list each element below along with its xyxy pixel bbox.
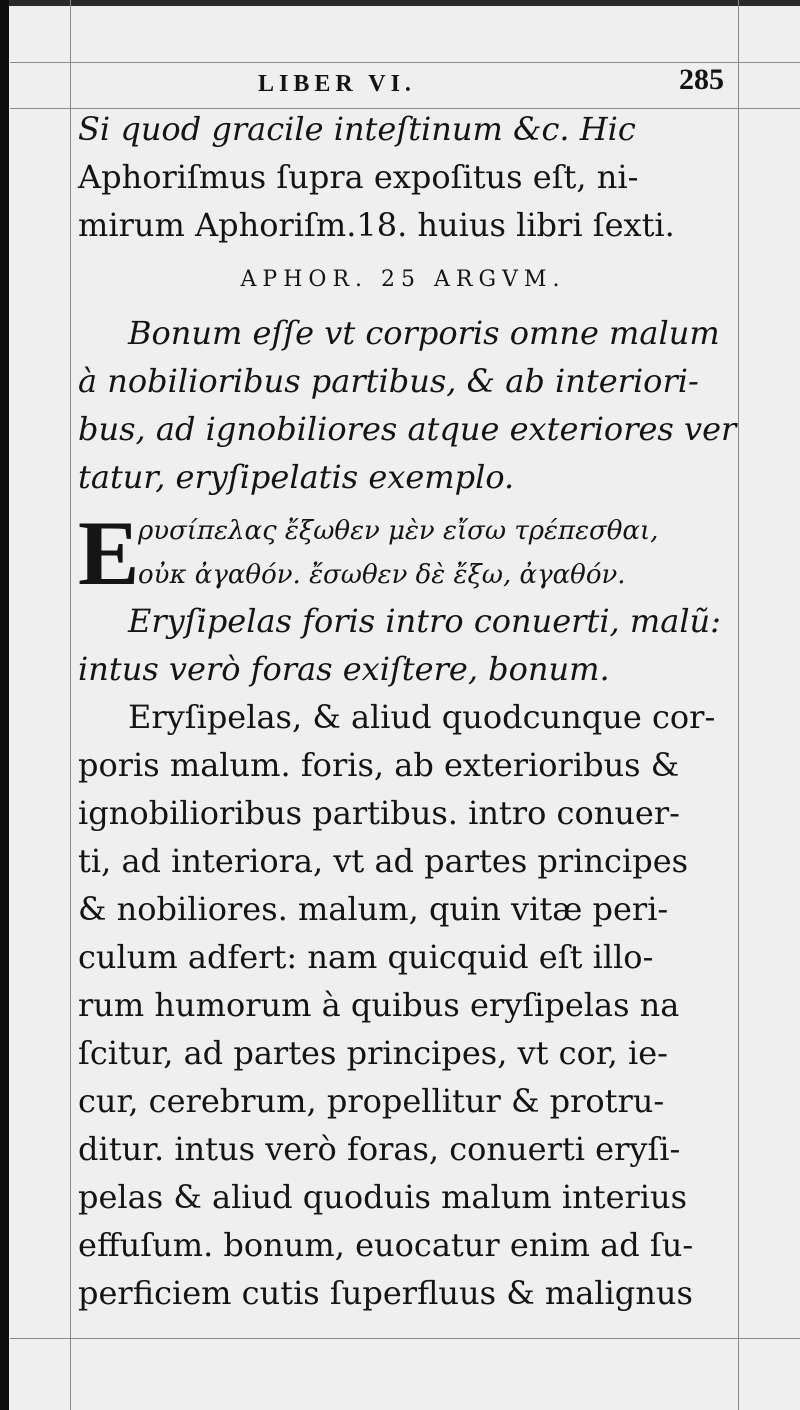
- text-line: pelas & aliud quoduis malum interius: [78, 1178, 688, 1216]
- frame-rule-bottom: [10, 1338, 800, 1339]
- greek-aphorism: [78, 502, 728, 604]
- text-line: Eryſipelas foris intro conuerti, malũ:: [128, 602, 721, 640]
- text-line: effuſum. bonum, euocatur enim ad ſu-: [78, 1226, 694, 1264]
- text-block: [78, 55, 737, 1317]
- argument-paragraph: [78, 309, 737, 501]
- latin-translation: [78, 597, 728, 693]
- text-line: ditur. intus verò foras, conuerti eryſi-: [78, 1130, 681, 1168]
- text-line: bus, ad ignobiliores atque exteriores ver: [78, 410, 737, 448]
- text-line: à nobilioribus partibus, & ab interiori-: [78, 362, 699, 400]
- text-line: poris malum. foris, ab exterioribus &: [78, 746, 680, 784]
- page-left-edge: [0, 0, 9, 1410]
- drop-cap: E: [78, 502, 140, 604]
- text-line: mirum Aphoriſm.18. huius libri ſexti.: [78, 206, 675, 244]
- text-line: cur, cerebrum, propellitur & protru-: [78, 1082, 665, 1120]
- text-line: Bonum eſſe vt corporis omne malum: [128, 314, 720, 352]
- greek-line: οὐκ ἀγαθόν. ἔσωθεν δὲ ἔξω, ἀγαθόν.: [138, 560, 626, 590]
- text-line: ſcitur, ad partes principes, vt cor, ie-: [78, 1034, 668, 1072]
- running-title: LIBER VI.: [258, 71, 416, 97]
- frame-rule-left: [70, 0, 71, 1410]
- frame-rule-right: [738, 0, 739, 1410]
- text-line: tatur, eryſipelatis exemplo.: [78, 458, 515, 496]
- text-line: ti, ad interiora, vt ad partes principes: [78, 842, 689, 880]
- greek-line: ρυσίπελας ἔξωθεν μὲν εἴσω τρέπεσθαι,: [138, 516, 659, 546]
- text-line: culum adfert: nam quicquid eſt illo-: [78, 938, 654, 976]
- text-line: ignobilioribus partibus. intro conuer-: [78, 794, 680, 832]
- page-number: 285: [679, 63, 724, 96]
- page-top-edge: [0, 0, 800, 6]
- text-line: Si quod gracile inteſtinum &c. Hic: [78, 110, 636, 148]
- text-line: Eryſipelas, & aliud quodcunque cor-: [128, 698, 716, 736]
- commentary-paragraph: [78, 693, 728, 1317]
- aphorism-heading: APHOR. 25 ARGVM.: [240, 267, 566, 292]
- text-line: perficiem cutis ſuperfluus & malignus: [78, 1274, 693, 1312]
- page-header: [78, 55, 728, 105]
- text-line: intus verò foras exiſtere, bonum.: [78, 650, 610, 688]
- text-line: & nobiliores. malum, quin vitæ peri-: [78, 890, 669, 928]
- text-line: Aphoriſmus ſupra expoſitus eſt, ni-: [78, 158, 639, 196]
- text-line: rum humorum à quibus eryſipelas na: [78, 986, 680, 1024]
- previous-aphorism-note: [78, 105, 728, 249]
